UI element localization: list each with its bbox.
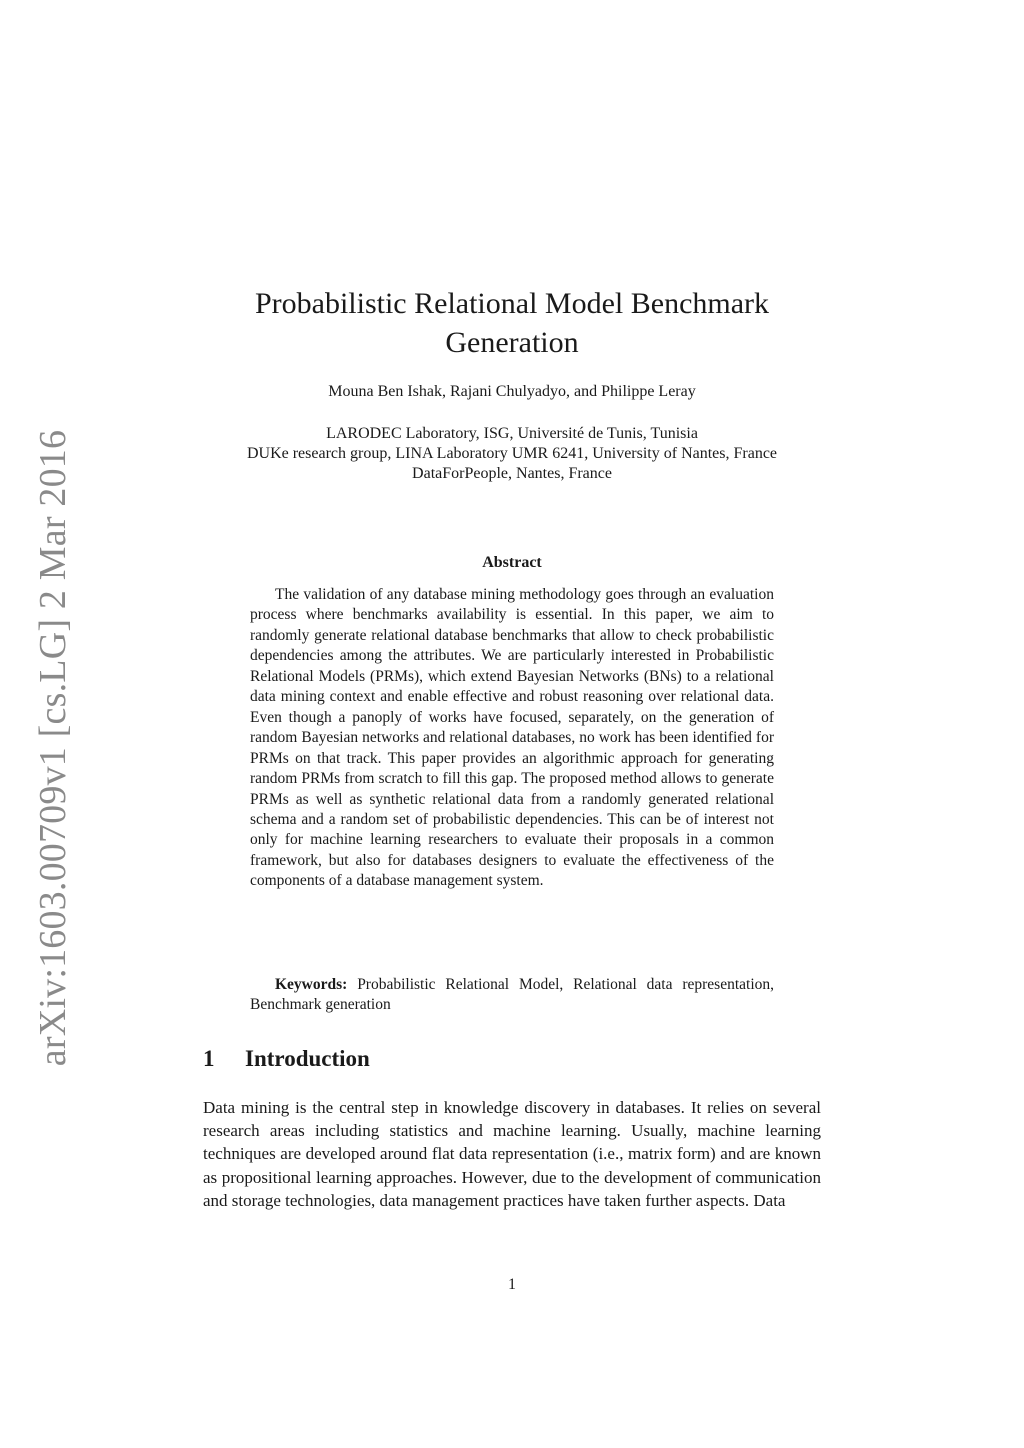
section-title: Introduction xyxy=(245,1046,370,1071)
abstract-text: The validation of any database mining methodology goes through an evaluation process where benchmarks availability is essential. In this paper, we aim to randomly generate relational database benchmarks that allow to check probabilistic dependencies among the attributes. We are particularly interested in Probabilistic Relational Models (PRMs), which extend Bayesian Networks (BNs) to a relational data mining context and enable effective and robust reasoning over relational data. Even though a panoply of works have focused, separately, on the generation of random Bayesian networks and relational databases, no work has been identified for PRMs on that track. This paper provides an algorithmic approach for generating random PRMs from scratch to fill this gap. The proposed method allows to generate PRMs as well as synthetic relational data from a randomly generated relational schema and a random set of probabilistic dependencies. This can be of interest not only for machine learning researchers to evaluate their proposals in a common framework, but also for databases designers to evaluate the effectiveness of the components of a database management system. xyxy=(250,586,774,890)
affiliation-line: LARODEC Laboratory, ISG, Université de Tunis, Tunisia xyxy=(326,425,698,442)
paper-title: Probabilistic Relational Model Benchmark Generation xyxy=(254,287,770,359)
affiliation-line: DataForPeople, Nantes, France xyxy=(412,465,612,482)
section-heading xyxy=(203,1046,370,1072)
keywords-label: Keywords: xyxy=(275,976,348,993)
affiliations xyxy=(180,424,844,484)
section-number: 1 xyxy=(203,1046,215,1071)
abstract-heading: Abstract xyxy=(482,554,542,571)
keywords-text: Probabilistic Relational Model, Relational data representation, Benchmark generation xyxy=(250,976,775,1014)
affiliation-line: DUKe research group, LINA Laboratory UMR 6241, University of Nantes, France xyxy=(246,445,778,462)
page-number: 1 xyxy=(508,1276,516,1293)
keywords xyxy=(250,975,774,1016)
introduction-paragraph: Data mining is the central step in knowledge discovery in databases. It relies on several research areas including statistics and machine learning. Usually, machine learning techniques are developed around flat data representation (i.e., matrix form) and are known as propositional learning approaches. However, due to the development of communication and storage technologies, data management practices have taken further aspects. Data xyxy=(203,1098,821,1210)
arxiv-identifier-stamp: arXiv:1603.00709v1 [cs.LG] 2 Mar 2016 xyxy=(32,429,74,1067)
author-list: Mouna Ben Ishak, Rajani Chulyadyo, and Philippe Leray xyxy=(328,383,696,400)
